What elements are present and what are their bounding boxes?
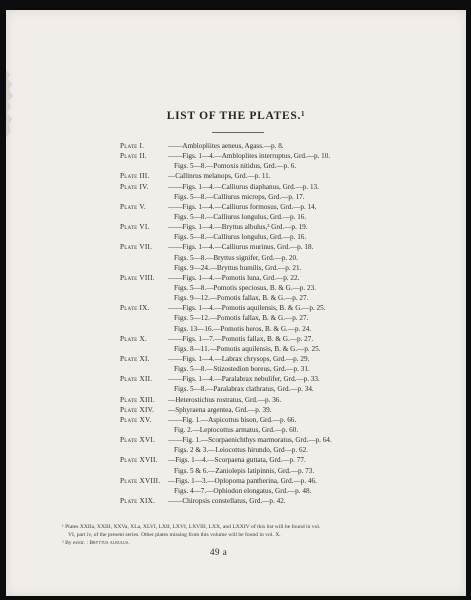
plate-description: Figs. 5—8.—Pomoxis nitidus, Grd.—p. 6.: [174, 162, 297, 171]
plate-entry: [6, 354, 466, 364]
plate-entry: [6, 415, 466, 425]
footnote-2-prefix: ² By error. :: [62, 540, 88, 546]
plate-entry: [6, 384, 466, 394]
plate-description: —Figs. 1—3.—Oplopoma pantherina, Grd.—p. 46.: [168, 476, 317, 485]
plate-description: ——Figs. 1—4.—Labrax chrysops, Grd.—p. 29.: [168, 354, 310, 363]
plate-description: ——Figs. 1—4.—Calliurus murinus, Grd.—p. 18.: [168, 243, 314, 252]
plate-description: Figs. 9—24.—Bryttus humilis, Grd.—p. 21.: [174, 263, 302, 272]
plate-description: Figs. 9—12.—Pomotis fallax, B. & G.—p. 27.: [174, 294, 309, 303]
plate-entry: [6, 232, 466, 242]
plate-description: Figs. 5—8.—Calliurus microps, Grd.—p. 17.: [174, 192, 305, 201]
plate-entry: [6, 202, 466, 212]
plate-entry: [6, 283, 466, 293]
torn-page-edge: [6, 70, 15, 138]
plate-label: Plate XVII.: [120, 456, 158, 465]
plate-description: ——Figs. 1—4.—Pomotis aquilensis, B. & G.—p. 25.: [168, 304, 326, 313]
plate-label: Plate VIII.: [120, 273, 155, 282]
plate-description: Figs. 5—8.—Calliurus longulus, Grd.—p. 16.: [174, 233, 307, 242]
plate-description: ——Fig. 1.—Aspicottus bison, Grd.—p. 66.: [168, 415, 297, 424]
plate-description: —Figs. 1—4.—Scorpaena guttata, Grd.—p. 77.: [168, 456, 306, 465]
plate-entry: [6, 374, 466, 384]
footnotes: [62, 523, 456, 547]
plate-description: Figs. 5—12.—Pomotis fallax, B. & G.—p. 27.: [174, 314, 309, 323]
plate-description: ——Figs. 1—4.—Calliurus diaphanus, Grd.—p. 13.: [168, 182, 319, 191]
plate-entry: [6, 334, 466, 344]
plate-label: Plate XV.: [120, 415, 152, 424]
plate-label: Plate XIX.: [120, 496, 156, 505]
plate-description: ——Figs. 1—4.—Pomotis luna, Grd.—p. 22.: [168, 273, 300, 282]
plate-entry: [6, 141, 466, 151]
plate-description: ——Chiropsis constellatus, Grd.—p. 42.: [168, 496, 286, 505]
plate-label: Plate VI.: [120, 223, 150, 232]
plate-description: Figs. 2 & 3.—Leiocottus hirundo, Grd—p. 62.: [174, 446, 308, 455]
plate-entry: [6, 253, 466, 263]
plate-entry: [6, 496, 466, 506]
footnote-2: [62, 539, 456, 547]
plate-entry: [6, 222, 466, 232]
plate-description: —Sphyraena argentea, Grd.—p. 39.: [168, 405, 272, 414]
plate-entry: [6, 486, 466, 496]
plate-label: Plate V.: [120, 202, 146, 211]
plate-entry: [6, 182, 466, 192]
plate-label: Plate XIV.: [120, 405, 155, 414]
plate-entry: [6, 242, 466, 252]
plate-label: Plate XII.: [120, 375, 153, 384]
plate-entry: [6, 455, 466, 465]
plate-entry: [6, 212, 466, 222]
plate-entry: [6, 425, 466, 435]
plate-label: Plate XI.: [120, 354, 150, 363]
plate-description: Fig. 2.—Leptocottus armatus, Grd.—p. 60.: [174, 425, 299, 434]
plate-label: Plate XVI.: [120, 436, 156, 445]
plate-description: Figs. 5—8.—Bryttus signifer, Grd.—p. 20.: [174, 253, 298, 262]
plate-entry: [6, 303, 466, 313]
plate-description: Figs. 8—11.—Pomotis aquilensis, B. & G.—p. 25.: [174, 344, 321, 353]
plate-entry: [6, 293, 466, 303]
plate-entry: [6, 161, 466, 171]
plate-entry: [6, 445, 466, 455]
footnote-1-line-2: VI, part iv, of the present series. Other plates missing from this volume will be found in vol. X.: [68, 532, 281, 538]
plate-entry: [6, 364, 466, 374]
plate-description: Figs. 5—8.—Pomotis speciosus, B. & G.—p. 23.: [174, 283, 316, 292]
plate-description: ——Figs. 1—4.—Calliurus formosus, Grd.—p. 14.: [168, 202, 317, 211]
plate-entry: [6, 395, 466, 405]
plate-description: ——Figs. 1—7.—Pomotis fallax, B. & G.—p. 27.: [168, 334, 314, 343]
book-page: [6, 10, 466, 596]
plate-entry: [6, 171, 466, 181]
plate-label: Plate XIII.: [120, 395, 155, 404]
plate-label: Plate X.: [120, 334, 148, 343]
plate-description: ——Figs. 1—4.—Ambloplites interruptus, Grd.—p. 10.: [168, 152, 331, 161]
footnote-2-species: Bryttus albulus.: [89, 540, 130, 546]
plate-label: Plate IX.: [120, 304, 150, 313]
plate-description: Figs. 4—7.—Ophiodon elongatus, Grd.—p. 48.: [174, 486, 312, 495]
plate-label: Plate II.: [120, 152, 147, 161]
plate-label: Plate IV.: [120, 182, 149, 191]
plate-entry: [6, 324, 466, 334]
plate-entry: [6, 405, 466, 415]
plate-label: Plate I.: [120, 142, 145, 150]
plate-entry: [6, 151, 466, 161]
plate-label: Plate VII.: [120, 243, 153, 252]
page-title: LIST OF THE PLATES.¹: [166, 110, 306, 122]
plate-entry: [6, 344, 466, 354]
plate-description: Figs. 13—16.—Pomotis heros, B. & G.—p. 24.: [174, 324, 312, 333]
plate-description: ——Amblopliites aeneus, Agass.—p. 8.: [168, 142, 284, 150]
plate-description: Figs. 5—8.—Paralabrax clathratus, Grd.—p. 34.: [174, 385, 314, 394]
plate-description: ——Figs. 1—4.—Bryttus albulus,² Grd.—p. 19.: [168, 223, 308, 232]
plates-list: [6, 141, 466, 506]
plate-entry: [6, 466, 466, 476]
plate-entry: [6, 192, 466, 202]
plate-description: ——Fig. 1.—Scorpaenichthys marmoratus, Grd.—p. 64.: [168, 436, 332, 445]
title-rule: [212, 132, 264, 133]
plate-label: Plate XVIII.: [120, 476, 161, 485]
plate-description: Figs. 5 & 6.—Zaniolepis latipinnis, Grd.—p. 73.: [174, 466, 315, 475]
plate-entry: [6, 313, 466, 323]
plate-entry: [6, 273, 466, 283]
plate-label: Plate III.: [120, 172, 150, 181]
plate-description: ——Figs. 1—4.—Paralabrax nebulifer, Grd.—p. 33.: [168, 375, 320, 384]
signature-mark: 49 a: [210, 547, 228, 557]
plate-entry: [6, 435, 466, 445]
plate-description: Figs. 5—8.—Stizostedion boreus, Grd.—p. 31.: [174, 365, 310, 374]
plate-entry: [6, 476, 466, 486]
plate-entry: [6, 263, 466, 273]
plate-description: —Heterostichus rostratus, Grd.—p. 36.: [168, 395, 282, 404]
plate-description: Figs. 5—8.—Calliurus longulus, Grd.—p. 16.: [174, 212, 307, 221]
footnote-1-line-1: ¹ Plates XXIIa, XXIII, XXVa, XLa, XLVI, LXII, LXVI, LXVIII, LXX, and LXXIV of this list will be found in vol.: [62, 524, 321, 530]
plate-description: —Callinrus melanops, Grd.—p. 11.: [168, 172, 271, 181]
